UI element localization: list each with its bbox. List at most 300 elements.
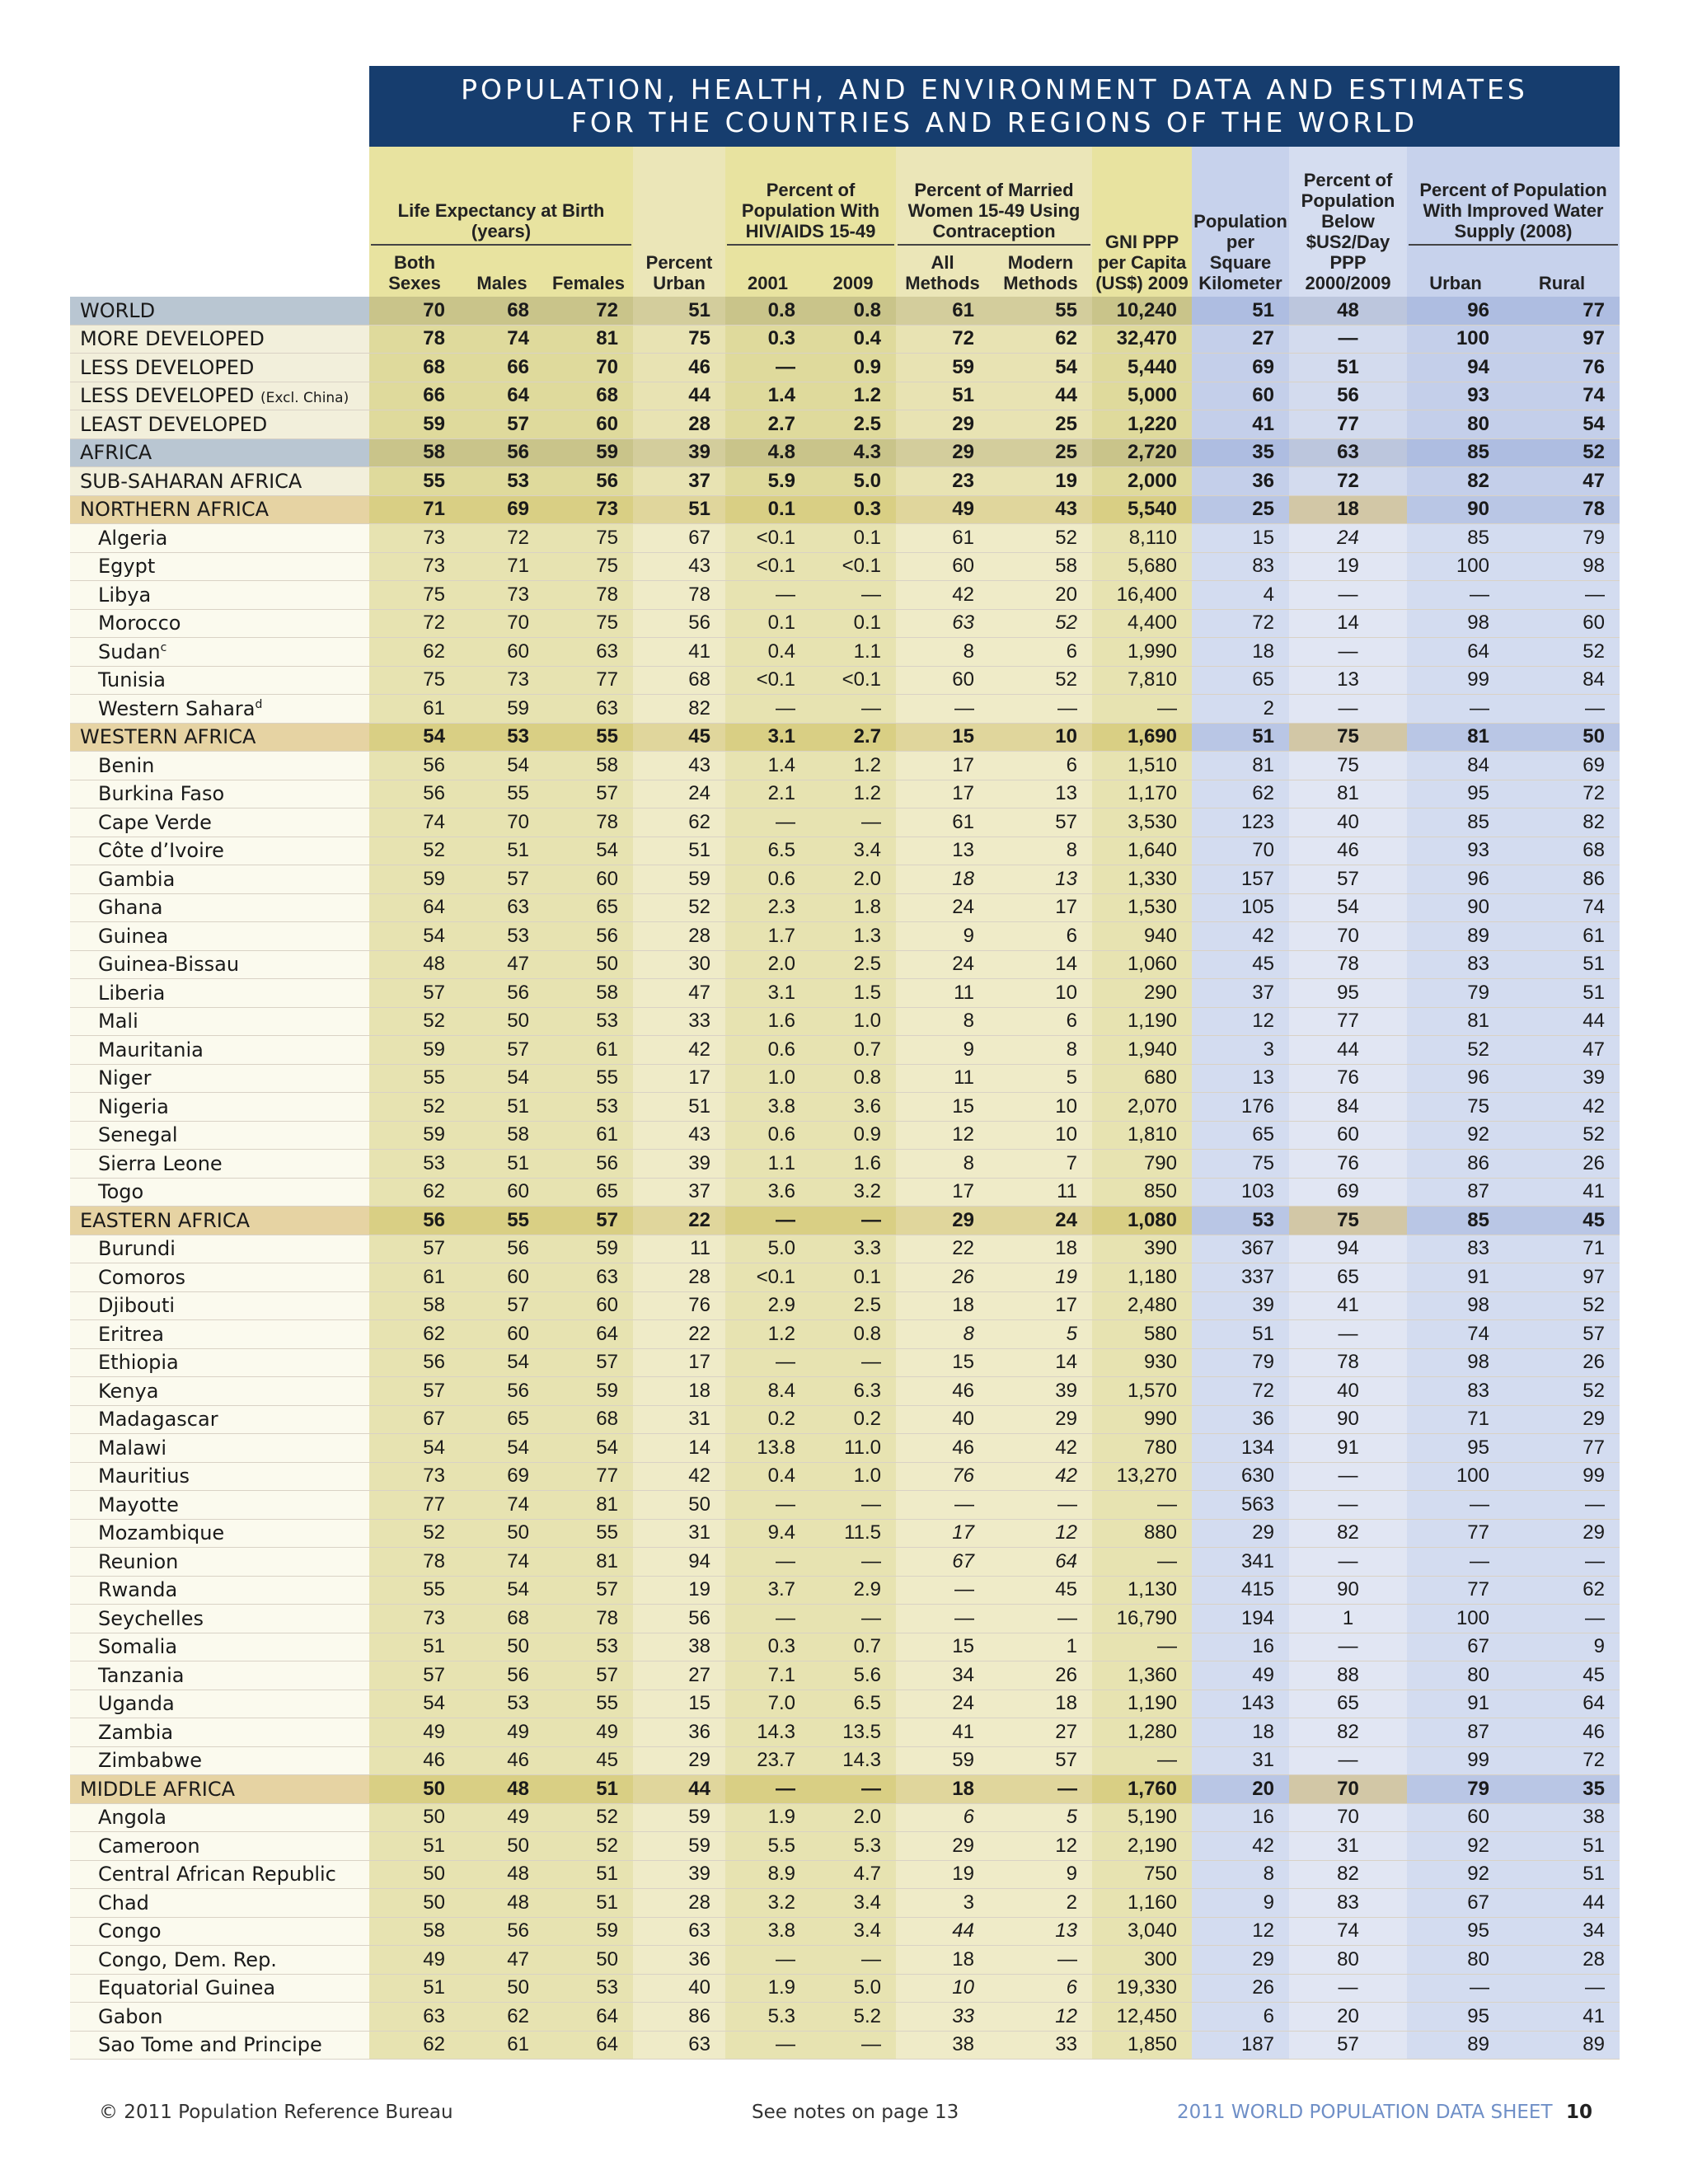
table-cell: 72 [544, 297, 633, 325]
table-cell: 12 [989, 2003, 1092, 2032]
table-cell: 55 [369, 1576, 460, 1605]
table-cell: 45 [544, 1746, 633, 1775]
table-cell: 85 [1407, 438, 1504, 467]
table-cell: 17 [633, 1348, 725, 1377]
table-cell: 42 [1192, 1832, 1289, 1861]
table-cell: 780 [1092, 1434, 1192, 1463]
table-cell: 60 [896, 552, 989, 581]
table-cell: 72 [369, 609, 460, 638]
table-row [70, 1036, 1620, 1065]
table-cell: 5,000 [1092, 382, 1192, 410]
header-urban: Urban [1407, 252, 1504, 297]
table-cell: 78 [1289, 1348, 1407, 1377]
table-cell: 57 [460, 1036, 544, 1065]
header-life-expectancy: Life Expectancy at Birth (years) [369, 147, 633, 252]
row-footnote-mark: c [160, 640, 167, 654]
row-name [70, 780, 369, 808]
table-cell: — [810, 808, 896, 837]
row-name-text: Tunisia [98, 668, 166, 692]
row-name [70, 1633, 369, 1661]
table-cell: 51 [369, 1633, 460, 1661]
table-cell: 69 [460, 495, 544, 524]
table-cell: 59 [460, 695, 544, 724]
table-cell: 49 [896, 495, 989, 524]
header-gni: GNI PPP per Capita (US$) 2009 [1092, 147, 1192, 297]
table-cell: 24 [896, 950, 989, 979]
table-cell: 33 [633, 1007, 725, 1036]
table-cell: 57 [544, 1661, 633, 1690]
table-cell: 58 [989, 552, 1092, 581]
table-cell: 143 [1192, 1690, 1289, 1718]
table-cell: 68 [633, 666, 725, 695]
table-cell: 63 [633, 1917, 725, 1946]
table-cell: 65 [1289, 1690, 1407, 1718]
table-row [70, 410, 1620, 439]
table-cell: 10 [896, 1974, 989, 2003]
table-cell: 50 [460, 1832, 544, 1861]
table-cell: 415 [1192, 1576, 1289, 1605]
table-cell: 1,360 [1092, 1661, 1192, 1690]
row-name-text: Morocco [98, 612, 181, 635]
table-row [70, 979, 1620, 1008]
row-name [70, 552, 369, 581]
table-cell: 36 [633, 1946, 725, 1975]
table-row [70, 1121, 1620, 1150]
table-cell: 3.1 [725, 979, 810, 1008]
table-cell: 94 [633, 1548, 725, 1577]
table-cell: 77 [1289, 410, 1407, 439]
table-cell: — [1289, 1462, 1407, 1491]
table-cell: 44 [1504, 1889, 1620, 1918]
table-cell: 53 [1192, 1207, 1289, 1235]
title-line-1: POPULATION, HEALTH, AND ENVIRONMENT DATA AND ESTIMATES [461, 73, 1528, 105]
table-row [70, 2003, 1620, 2032]
table-cell: 63 [369, 2003, 460, 2032]
table-cell: 62 [1504, 1576, 1620, 1605]
row-name-text: Uganda [98, 1692, 175, 1716]
table-cell: 10 [989, 1121, 1092, 1150]
table-cell: 0.4 [810, 325, 896, 354]
table-cell: 60 [544, 410, 633, 439]
table-cell: 74 [1504, 893, 1620, 922]
table-cell: 91 [1289, 1434, 1407, 1463]
table-cell: 44 [1504, 1007, 1620, 1036]
table-cell: 18 [989, 1690, 1092, 1718]
table-cell: 51 [633, 495, 725, 524]
table-cell: 290 [1092, 979, 1192, 1008]
table-row [70, 297, 1620, 325]
table-cell: 41 [1504, 2003, 1620, 2032]
header-all-methods: All Methods [896, 252, 989, 297]
table-cell: 53 [460, 922, 544, 951]
footer-page-number: 10 [1566, 2102, 1593, 2123]
header-water: Percent of Population With Improved Water Supply (2008) [1407, 147, 1620, 252]
table-cell: 82 [633, 695, 725, 724]
table-cell: 79 [1192, 1348, 1289, 1377]
table-cell: 56 [1289, 382, 1407, 410]
table-cell: 12 [1192, 1007, 1289, 1036]
table-cell: 47 [1504, 467, 1620, 496]
table-cell: 81 [1407, 723, 1504, 752]
table-cell: 28 [633, 410, 725, 439]
table-cell: 3.6 [810, 1093, 896, 1122]
table-cell: 4.7 [810, 1860, 896, 1889]
table-cell: 20 [1289, 2003, 1407, 2032]
header-males: Males [460, 252, 544, 297]
table-cell: 850 [1092, 1178, 1192, 1207]
table-cell: 45 [633, 723, 725, 752]
table-cell: 61 [369, 1263, 460, 1292]
row-name [70, 666, 369, 695]
table-cell: 51 [544, 1889, 633, 1918]
table-cell: 6 [989, 752, 1092, 780]
table-cell: 1,850 [1092, 2031, 1192, 2060]
table-cell: 96 [1407, 297, 1504, 325]
table-cell: 73 [460, 666, 544, 695]
table-cell: 0.4 [725, 638, 810, 667]
table-cell: 4.8 [725, 438, 810, 467]
table-cell: 62 [989, 325, 1092, 354]
table-cell: 47 [460, 950, 544, 979]
table-cell: 680 [1092, 1064, 1192, 1093]
table-cell: 94 [1407, 354, 1504, 382]
table-cell: 1,690 [1092, 723, 1192, 752]
table-cell: 70 [1192, 837, 1289, 865]
table-cell: 17 [896, 752, 989, 780]
table-cell: — [1092, 1633, 1192, 1661]
table-cell: 47 [633, 979, 725, 1008]
table-cell: 75 [1289, 1207, 1407, 1235]
table-row [70, 1434, 1620, 1463]
table-cell: 78 [544, 808, 633, 837]
table-cell: 0.4 [725, 1462, 810, 1491]
row-name [70, 1263, 369, 1292]
table-cell: 13 [1192, 1064, 1289, 1093]
table-cell: 8 [896, 638, 989, 667]
table-cell: 51 [1192, 1320, 1289, 1349]
row-name-text: Kenya [98, 1379, 159, 1403]
table-cell: 73 [544, 495, 633, 524]
table-row [70, 1093, 1620, 1122]
table-cell: 74 [1407, 1320, 1504, 1349]
table-cell: 99 [1407, 666, 1504, 695]
row-name-text: WESTERN AFRICA [80, 725, 256, 749]
table-cell: — [725, 1775, 810, 1804]
table-cell: 41 [1192, 410, 1289, 439]
table-cell: 5.5 [725, 1832, 810, 1861]
row-name-text: Cameroon [98, 1834, 200, 1858]
table-cell: 0.1 [810, 524, 896, 553]
table-cell: 0.8 [810, 1064, 896, 1093]
table-cell: — [1504, 1491, 1620, 1520]
table-cell: 44 [633, 382, 725, 410]
row-name-text: Malawi [98, 1436, 167, 1460]
table-cell: 51 [633, 837, 725, 865]
table-cell: 58 [544, 752, 633, 780]
table-cell: 14.3 [810, 1746, 896, 1775]
table-cell: 6.5 [810, 1690, 896, 1718]
table-cell: <0.1 [810, 666, 896, 695]
table-cell: — [1289, 325, 1407, 354]
table-cell: 60 [544, 1291, 633, 1320]
table-cell: 30 [633, 950, 725, 979]
table-cell: 54 [369, 1690, 460, 1718]
row-name [70, 1291, 369, 1320]
table-cell: 8.9 [725, 1860, 810, 1889]
table-cell: 35 [1192, 438, 1289, 467]
table-cell: 95 [1407, 2003, 1504, 2032]
table-cell: 5 [989, 1320, 1092, 1349]
table-cell: 53 [460, 723, 544, 752]
table-cell: 70 [1289, 922, 1407, 951]
table-cell: — [1504, 1548, 1620, 1577]
table-cell: 77 [1504, 1434, 1620, 1463]
table-cell: 1 [1289, 1605, 1407, 1633]
table-cell: 134 [1192, 1434, 1289, 1463]
table-cell: 194 [1192, 1605, 1289, 1633]
table-cell: 57 [544, 780, 633, 808]
table-row [70, 1178, 1620, 1207]
table-row [70, 1746, 1620, 1775]
table-cell: 37 [633, 467, 725, 496]
table-cell: 98 [1407, 1348, 1504, 1377]
table-cell: 77 [1289, 1007, 1407, 1036]
table-cell: 83 [1407, 1377, 1504, 1406]
table-cell: 63 [1289, 438, 1407, 467]
table-cell: 84 [1407, 752, 1504, 780]
table-row [70, 808, 1620, 837]
table-cell: 70 [1289, 1803, 1407, 1832]
table-cell: — [725, 695, 810, 724]
row-name [70, 1150, 369, 1179]
table-cell: 74 [1289, 1917, 1407, 1946]
table-cell: 59 [633, 865, 725, 894]
table-cell: 1.2 [810, 752, 896, 780]
row-name [70, 638, 369, 667]
table-cell: 50 [1504, 723, 1620, 752]
table-cell: 86 [633, 2003, 725, 2032]
table-cell: 1.3 [810, 922, 896, 951]
table-cell: — [1092, 1548, 1192, 1577]
footer-notes: See notes on page 13 [752, 2102, 959, 2123]
row-name [70, 922, 369, 951]
table-cell: 36 [1192, 1405, 1289, 1434]
table-cell: 81 [1289, 780, 1407, 808]
table-cell: 64 [1504, 1690, 1620, 1718]
table-cell: 82 [1504, 808, 1620, 837]
table-cell: 59 [369, 1121, 460, 1150]
row-name-text: Reunion [98, 1549, 179, 1573]
table-cell: 5 [989, 1803, 1092, 1832]
row-name-note: (Excl. China) [260, 390, 349, 407]
table-cell: 99 [1407, 1746, 1504, 1775]
table-cell: 41 [633, 638, 725, 667]
table-cell: 78 [633, 581, 725, 610]
table-row [70, 581, 1620, 610]
table-cell: 367 [1192, 1235, 1289, 1263]
table-cell: 5,680 [1092, 552, 1192, 581]
table-cell: 53 [544, 1633, 633, 1661]
table-cell: 51 [1192, 723, 1289, 752]
table-cell: 58 [369, 1917, 460, 1946]
row-name [70, 979, 369, 1008]
table-cell: 81 [544, 1491, 633, 1520]
row-name [70, 1377, 369, 1406]
table-row [70, 1946, 1620, 1975]
table-cell: 43 [989, 495, 1092, 524]
footer-copyright: © 2011 Population Reference Bureau [99, 2102, 453, 2123]
table-cell: 57 [369, 1661, 460, 1690]
table-cell: 56 [544, 922, 633, 951]
row-name-text: Madagascar [98, 1408, 218, 1432]
table-cell: 14.3 [725, 1718, 810, 1747]
table-row [70, 837, 1620, 865]
header-hiv-2001: 2001 [725, 252, 810, 297]
table-cell: 83 [1407, 1235, 1504, 1263]
table-cell: 11 [989, 1178, 1092, 1207]
row-name-text: Equatorial Guinea [98, 1976, 276, 2000]
table-cell: 44 [633, 1775, 725, 1804]
table-cell: 87 [1407, 1178, 1504, 1207]
table-cell: 20 [1192, 1775, 1289, 1804]
table-cell: — [810, 1207, 896, 1235]
row-name [70, 808, 369, 837]
table-cell: 19 [896, 1860, 989, 1889]
table-cell: 82 [1289, 1519, 1407, 1548]
row-name-text: Burundi [98, 1237, 176, 1261]
table-cell: 1,940 [1092, 1036, 1192, 1065]
table-cell: 35 [1504, 1775, 1620, 1804]
table-cell: — [725, 808, 810, 837]
table-row [70, 1605, 1620, 1633]
row-name-text: Sierra Leone [98, 1151, 223, 1175]
table-cell: 76 [633, 1291, 725, 1320]
table-cell: 3.1 [725, 723, 810, 752]
table-cell: 61 [460, 2031, 544, 2060]
table-cell: 105 [1192, 893, 1289, 922]
title-banner [369, 66, 1620, 147]
table-row [70, 1832, 1620, 1861]
table-cell: 78 [1504, 495, 1620, 524]
table-cell: 66 [369, 382, 460, 410]
table-cell: — [896, 1605, 989, 1633]
table-cell: 54 [460, 1434, 544, 1463]
table-cell: 31 [1192, 1746, 1289, 1775]
table-cell: — [810, 2031, 896, 2060]
table-cell: 51 [1504, 979, 1620, 1008]
table-row [70, 1064, 1620, 1093]
row-name-text: Seychelles [98, 1606, 204, 1630]
row-name [70, 1462, 369, 1491]
table-cell: 56 [460, 1235, 544, 1263]
table-cell: 0.2 [810, 1405, 896, 1434]
table-cell: 62 [1192, 780, 1289, 808]
table-cell: 42 [896, 581, 989, 610]
table-row [70, 524, 1620, 553]
data-table [70, 147, 1620, 2060]
table-cell: 29 [633, 1746, 725, 1775]
table-cell: 67 [633, 524, 725, 553]
table-cell: 390 [1092, 1235, 1192, 1263]
row-name-text: NORTHERN AFRICA [80, 498, 270, 522]
table-cell: 5.3 [725, 2003, 810, 2032]
table-row [70, 752, 1620, 780]
table-cell: 42 [989, 1434, 1092, 1463]
table-cell: 3 [896, 1889, 989, 1918]
table-cell: 0.1 [725, 495, 810, 524]
table-cell: 15 [896, 723, 989, 752]
table-cell: 73 [369, 524, 460, 553]
table-cell: 4,400 [1092, 609, 1192, 638]
table-cell: 46 [460, 1746, 544, 1775]
table-row [70, 1889, 1620, 1918]
table-cell: 59 [544, 1917, 633, 1946]
table-cell: — [989, 1605, 1092, 1633]
table-cell: 80 [1407, 1661, 1504, 1690]
table-cell: 18 [1289, 495, 1407, 524]
table-cell: 77 [1407, 1576, 1504, 1605]
table-cell: 580 [1092, 1320, 1192, 1349]
table-cell: 39 [1192, 1291, 1289, 1320]
table-cell: 78 [1289, 950, 1407, 979]
table-cell: 54 [544, 837, 633, 865]
table-cell: 70 [460, 609, 544, 638]
row-name [70, 1946, 369, 1975]
table-cell: 95 [1407, 1434, 1504, 1463]
table-cell: 95 [1289, 979, 1407, 1008]
table-cell: 63 [544, 638, 633, 667]
table-cell: — [810, 695, 896, 724]
table-cell: 6 [989, 922, 1092, 951]
table-cell: — [896, 1491, 989, 1520]
row-name-text: Libya [98, 583, 152, 607]
table-cell: 25 [1192, 495, 1289, 524]
row-name [70, 410, 369, 439]
table-cell: 1.2 [810, 382, 896, 410]
table-cell: 12 [896, 1121, 989, 1150]
table-cell: 51 [1192, 297, 1289, 325]
table-cell: 64 [1407, 638, 1504, 667]
table-cell: — [1407, 1548, 1504, 1577]
table-cell: 70 [369, 297, 460, 325]
table-cell: 39 [1504, 1064, 1620, 1093]
row-name-text: EASTERN AFRICA [80, 1208, 251, 1232]
row-name [70, 438, 369, 467]
table-cell: — [725, 1946, 810, 1975]
row-name-text: Western Sahara [98, 696, 256, 720]
table-cell: 61 [544, 1036, 633, 1065]
table-cell: 49 [544, 1718, 633, 1747]
table-cell: 54 [369, 723, 460, 752]
table-cell: — [725, 1605, 810, 1633]
row-name-text: Congo [98, 1919, 162, 1943]
table-cell: 1.5 [810, 979, 896, 1008]
table-cell: 3.7 [725, 1576, 810, 1605]
table-cell: 82 [1289, 1860, 1407, 1889]
row-name [70, 1207, 369, 1235]
table-cell: 99 [1504, 1462, 1620, 1491]
table-cell: 3,040 [1092, 1917, 1192, 1946]
row-name-text: Mayotte [98, 1493, 179, 1516]
table-cell: 76 [1289, 1150, 1407, 1179]
table-cell: 81 [1407, 1007, 1504, 1036]
table-cell: 98 [1407, 1291, 1504, 1320]
table-cell: 176 [1192, 1093, 1289, 1122]
table-cell: 56 [460, 979, 544, 1008]
table-cell: 50 [544, 950, 633, 979]
row-name-text: Benin [98, 753, 155, 777]
table-cell: 57 [1504, 1320, 1620, 1349]
